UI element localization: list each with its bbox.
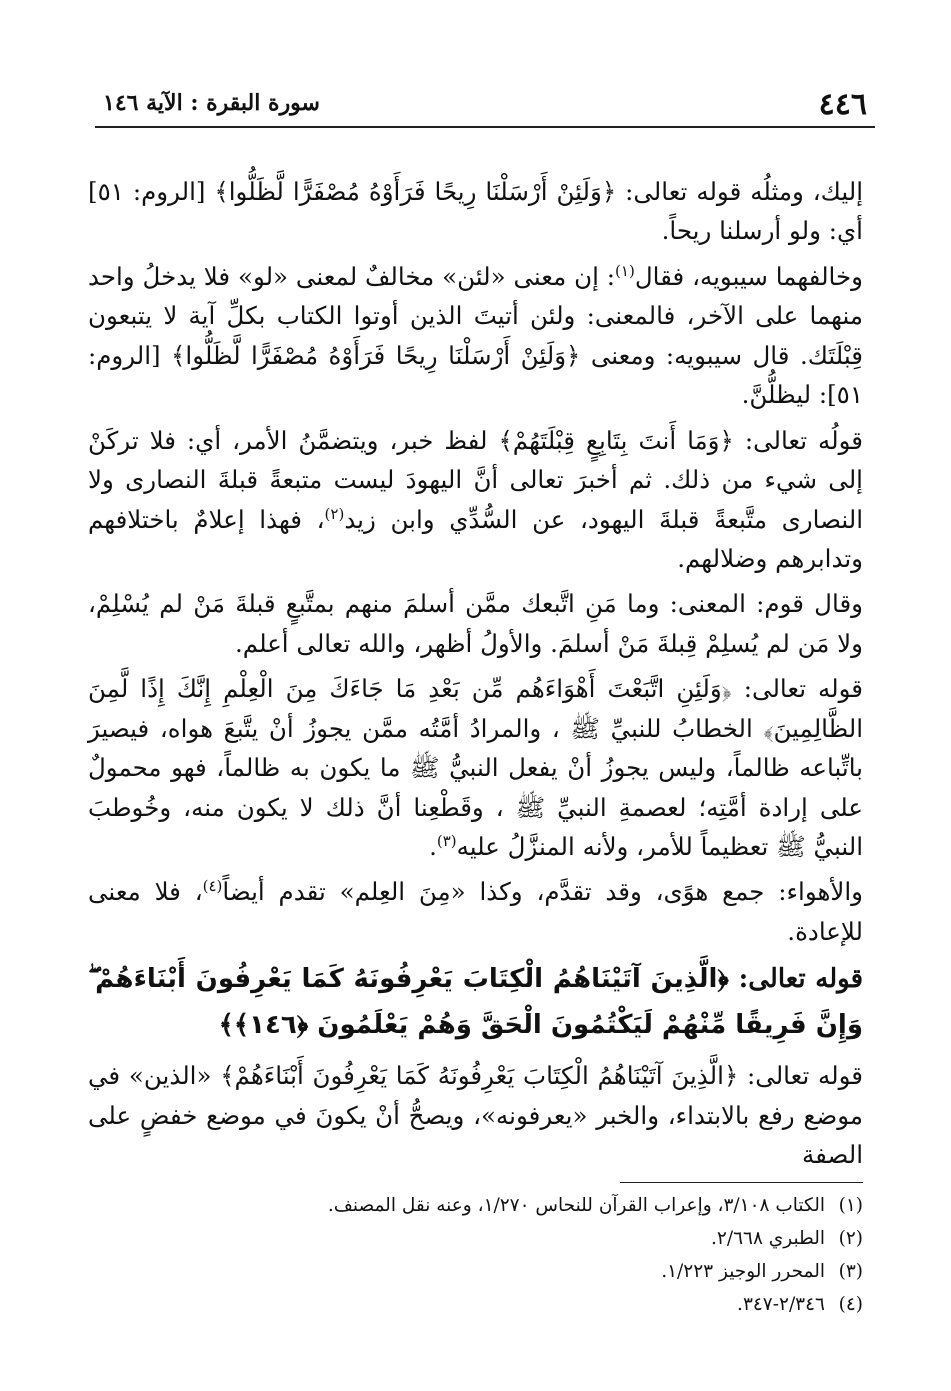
paragraph-6-part-a: والأهواء: جمع هوًى، وقد تقدَّم، وكذا «مِنَ العِلم» تقدم أيضاً [222, 877, 864, 907]
main-text [88, 172, 863, 1181]
verse-lead: قوله تعالى: [728, 964, 863, 995]
paragraph-5-part-b: . [429, 832, 437, 861]
paragraph-3-part-b: ، فهذا إعلامٌ باختلافهم وتدابرهم وضلالهم. [88, 504, 863, 573]
footnote-number: (١) [838, 1195, 863, 1216]
footnote-number: (٢) [838, 1227, 863, 1249]
verse-text: ﴿الَّذِينَ آتَيْنَاهُمُ الْكِتَابَ يَعْرِفُونَهُ كَمَا يَعْرِفُونَ أَبْنَاءَهُمْ ۖ وَإِنَّ فَرِيقًا مِّنْهُمْ لَيَكْتُمُونَ الْحَقَّ وَهُمْ يَعْلَمُونَ ﴿١٤٦﴾﴾ [88, 964, 863, 1040]
footnote-ref-3: (٣) [436, 831, 457, 850]
paragraph-6 [88, 872, 863, 951]
running-title: سورة البقرة : الآية ١٤٦ [103, 90, 320, 116]
paragraph-3-part-a: قولُه تعالى: ﴿وَمَا أَنتَ بِتَابِعٍ قِبْلَتَهُمْ﴾ لفظ خبر، ويتضمَّنُ الأمر، أي: فلا تركَنْ إلى شيء من ذلك. ثم أخبرَ تعالى أنَّ اليهودَ ليست متبعةً قبلةَ النصارى ولا النصارى متَّبعةً قبلةَ اليهود، عن السُّدِّي وابن زيد [88, 425, 864, 534]
footnotes [88, 1190, 863, 1322]
paragraph-5 [88, 669, 863, 866]
footnote-3 [88, 1256, 863, 1289]
verse-heading [88, 957, 863, 1048]
footnote-number: (٣) [838, 1260, 863, 1282]
footnote-2 [88, 1223, 863, 1256]
footnote-4 [88, 1289, 863, 1322]
page-header [95, 86, 875, 128]
paragraph-4: وقال قوم: المعنى: وما مَنِ اتَّبعك ممَّن أسلمَ منهم بمتَّبعٍ قبلةَ مَنْ لم يُسْلِمْ، ولا مَن لم يُسلِمْ قِبلةَ مَنْ أسلمَ. والأولُ أظهر، والله تعالى أعلم. [88, 589, 863, 658]
paragraph-2-part-b: : إن معنى «لئن» مخالفٌ لمعنى «لو» فلا يدخلُ واحد منهما على الآخر، فالمعنى: ولئن أتيتَ الذين أوتوا الكتاب بكلِّ آية لا يتبعون قِبْلَتَك. قال سيبويه: ومعنى ﴿وَلَئِنْ أَرْسَلْنَا رِيحًا فَرَأَوْهُ مُصْفَرًّا لَّظَلُّوا﴾ [الروم: ٥١]: ليظلُّنَّ. [88, 261, 863, 410]
footnote-divider [620, 1182, 863, 1183]
footnote-ref-1: (١) [615, 261, 635, 280]
footnote-text: المحرر الوجيز ١/٢٢٣. [661, 1260, 825, 1282]
paragraph-2-part-a: وخالفهما سيبويه، فقال [634, 261, 863, 291]
paragraph-1: إليك، ومثلُه قوله تعالى: ﴿وَلَئِنْ أَرْسَلْنَا رِيحًا فَرَأَوْهُ مُصْفَرًّا لَّظَلُّوا﴾ [الروم: ٥١] أي: ولو أرسلنا ريحاً. [88, 177, 863, 246]
paragraph-5-part-a: قوله تعالى: ﴿وَلَئِنِ اتَّبَعْتَ أَهْوَاءَهُم مِّن بَعْدِ مَا جَاءَكَ مِنَ الْعِلْمِ إِنَّكَ إِذًا لَّمِنَ الظَّالِمِينَ﴾ الخطابُ للنبيِّ ﷺ ، والمرادُ أمَّتُه ممَّن يجوزُ أنْ يتَّبعَ هواه، فيصيرَ باتِّباعه ظالماً، وليس يجوزُ أنْ يفعل النبيُّ ﷺ ما يكون به ظالماً، فهو محمولٌ على إرادة أمَّتِه؛ لعصمةِ النبيِّ ﷺ ، وقَطْعِنا أنَّ ذلك لا يكون منه، وخُوطبَ النبيُّ ﷺ تعظيماً للأمر، ولأنه المنزَّلُ عليه [88, 674, 863, 861]
paragraph-6-part-b: ، فلا معنى للإعادة. [88, 877, 863, 946]
footnote-ref-4: (٤) [202, 877, 223, 896]
footnote-ref-2: (٢) [324, 504, 345, 523]
footnote-text: الطبري ٢/٦٦٨. [711, 1227, 825, 1249]
footnote-number: (٤) [838, 1293, 863, 1315]
page-number: ٤٤٦ [818, 87, 867, 122]
paragraph-3 [88, 421, 863, 579]
footnote-1 [88, 1190, 863, 1223]
paragraph-7: قوله تعالى: ﴿الَّذِينَ آتَيْنَاهُمُ الْكِتَابَ يَعْرِفُونَهُ كَمَا يَعْرِفُونَ أَبْنَاءَهُمْ﴾ «الذين» في موضع رفع بالابتداء، والخبر «يعرفونه»، ويصحُّ أنْ يكونَ في موضع خفضٍ على الصفة [88, 1061, 863, 1170]
footnote-text: ٢/٣٤٦-٣٤٧. [737, 1293, 825, 1315]
paragraph-2 [88, 257, 863, 415]
footnote-text: الكتاب ٣/١٠٨، وإعراب القرآن للنحاس ١/٢٧٠، وعنه نقل المصنف. [327, 1195, 825, 1216]
